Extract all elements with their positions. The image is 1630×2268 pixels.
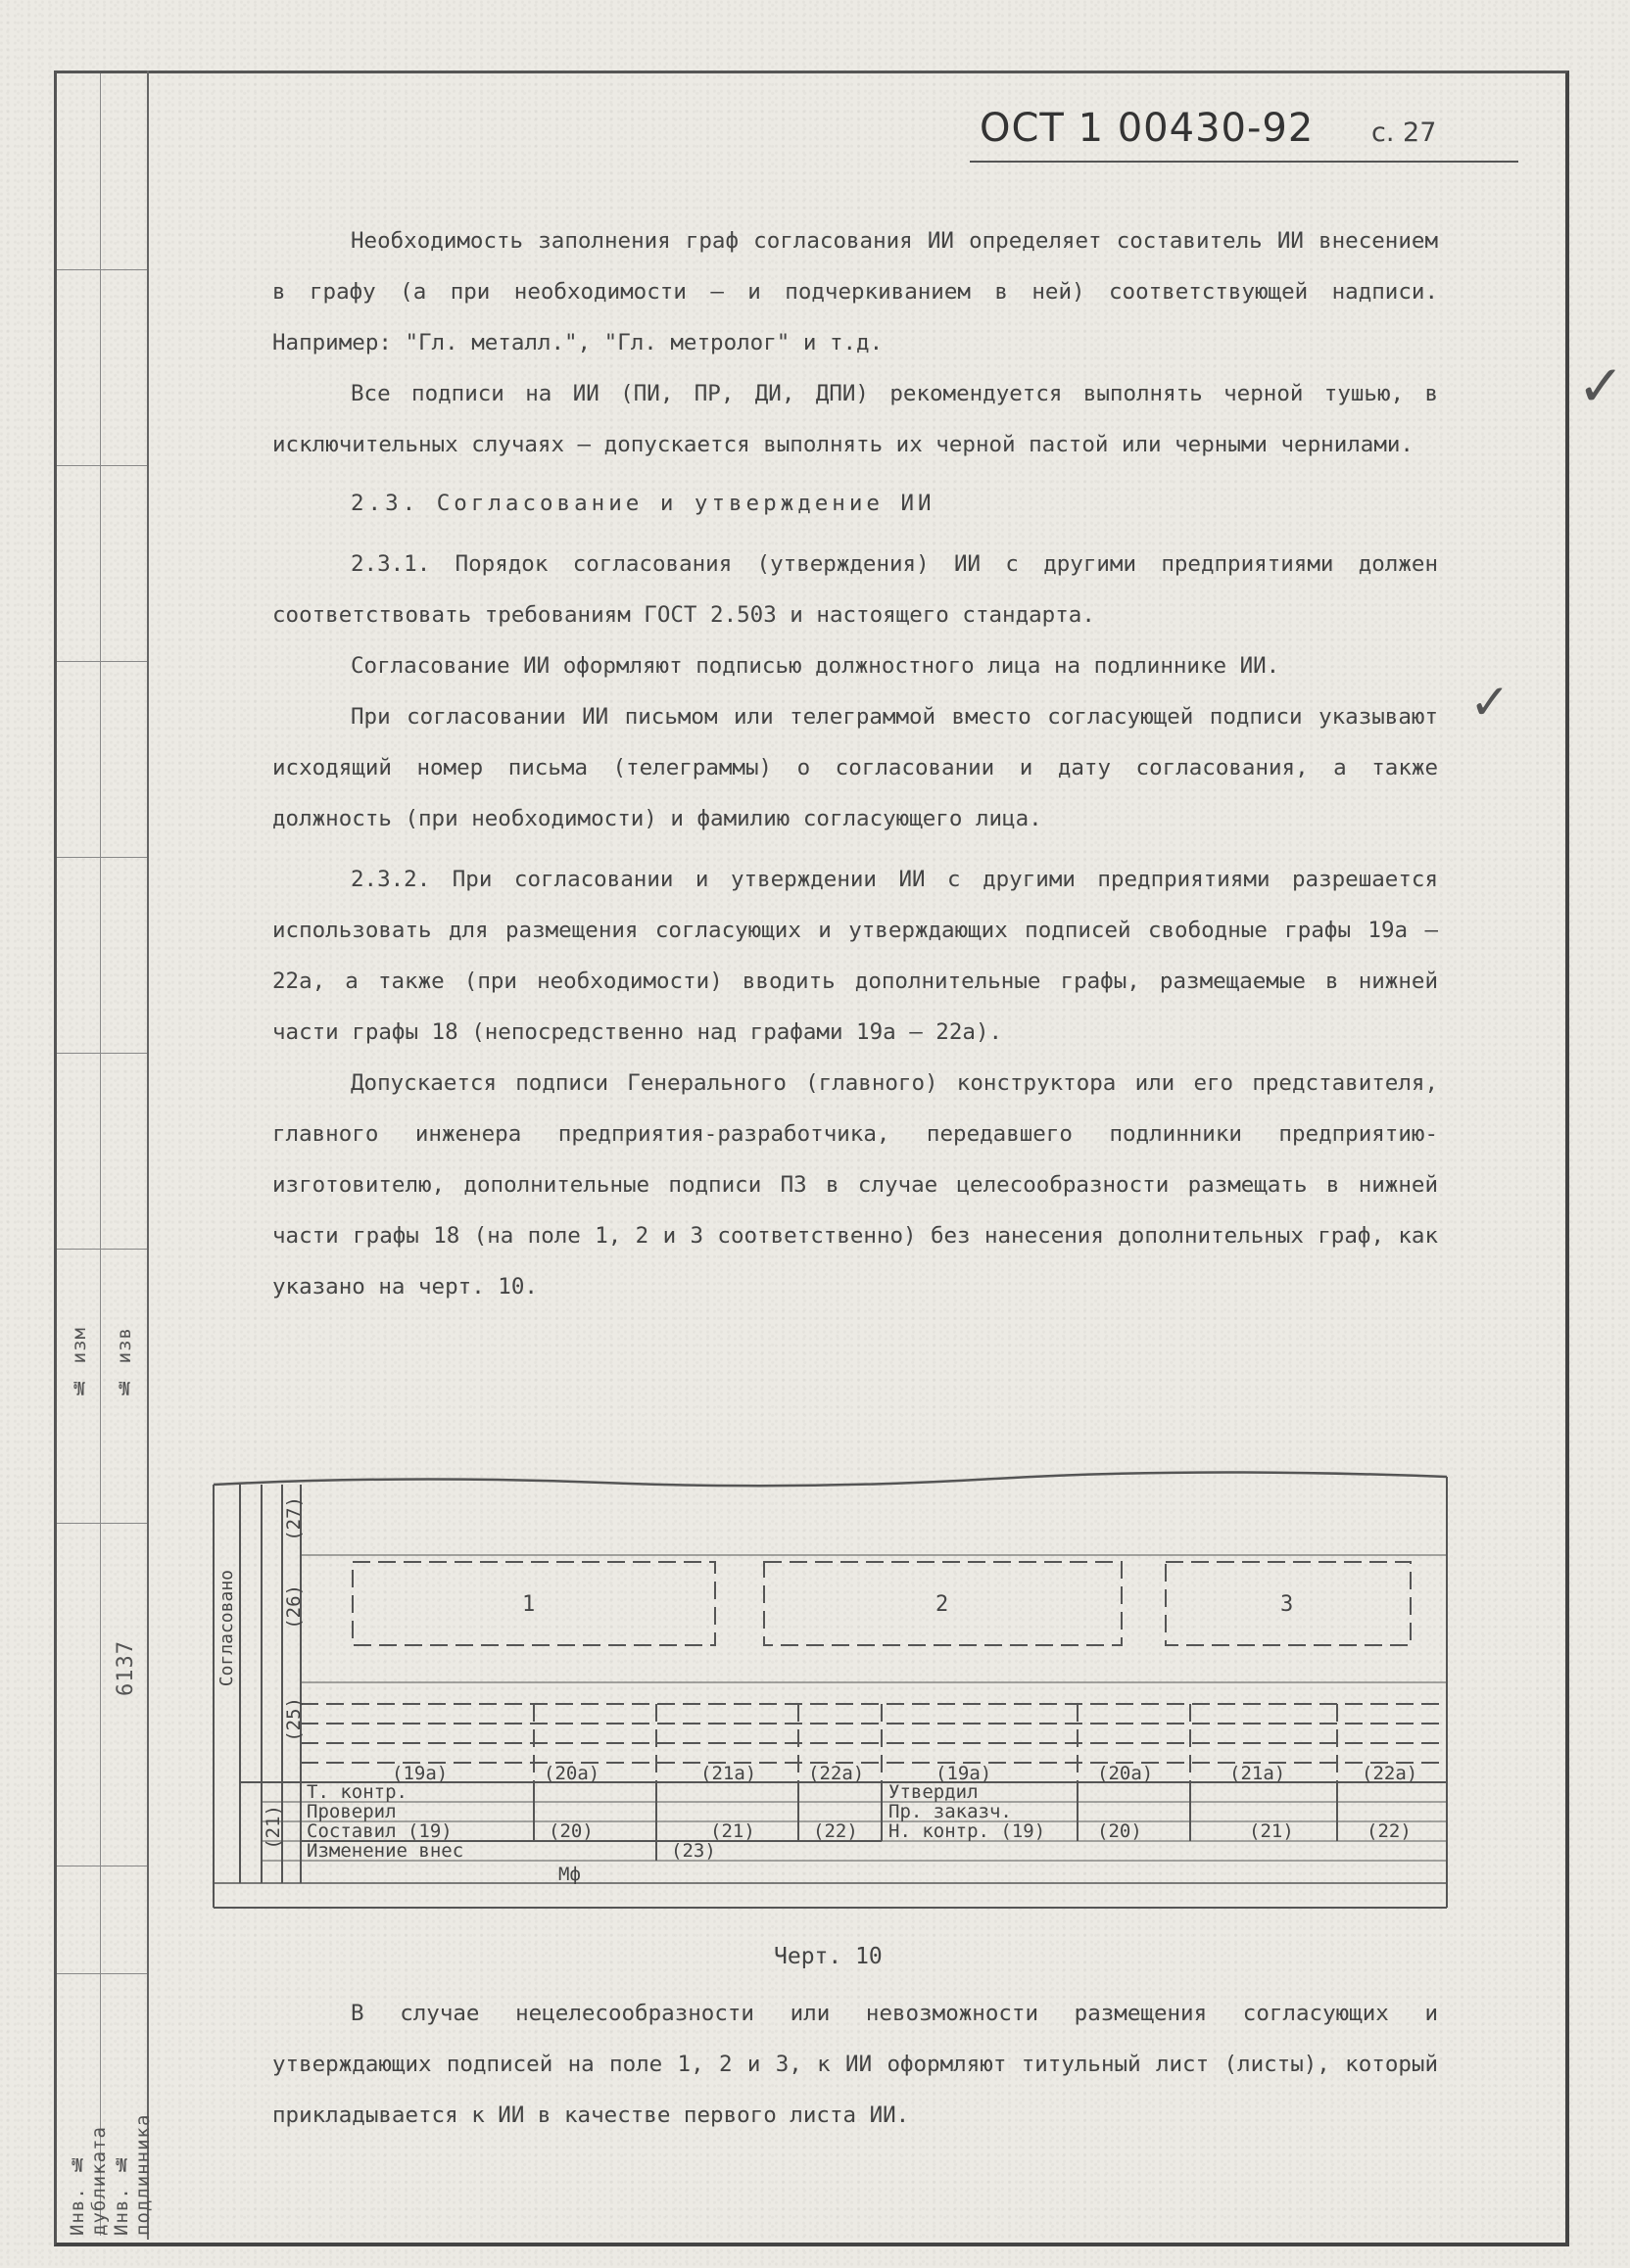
column-header: (21а) <box>700 1763 757 1784</box>
column-label-20: (20) <box>549 1820 594 1842</box>
row-label-customer-rep: Пр. заказч. <box>888 1801 1012 1822</box>
strip-row <box>57 269 147 270</box>
strip-row <box>57 857 147 858</box>
paragraph: 2.3.1. Порядок согласования (утверждения) ИИ с другими предприятиями должен соответствовать требованиям ГОСТ 2.503 и настоящего стандарта. <box>272 551 1438 628</box>
strip-row <box>57 1249 147 1250</box>
strip-label-change-no: № изм <box>69 1327 90 1398</box>
strip-row <box>57 1523 147 1524</box>
paragraph: Необходимость заполнения граф согласования ИИ определяет составитель ИИ внесением в графу (а при необходимости – и подчеркиванием в ней) соответствующей надписи. Например: "Гл. металл.", "Гл. метролог" и т.д. <box>272 228 1438 355</box>
column-label-22: (22) <box>1366 1820 1412 1842</box>
paragraph: При согласовании ИИ письмом или телеграммой вместо согласующей подписи указывают исходящий номер письма (телеграммы) о согласовании и дату согласования, а также должность (при необходимости) и фамилию согласующего лица. <box>272 704 1438 831</box>
paragraph: Все подписи на ИИ (ПИ, ПР, ДИ, ДПИ) рекомендуется выполнять черной тушью, в исключительных случаях – допускается выполнять их черной пастой или черными чернилами. <box>272 381 1438 457</box>
left-stamp-strip <box>57 73 154 2236</box>
page-header <box>980 106 1528 155</box>
agreed-column-label: Согласовано <box>216 1570 237 1687</box>
microfilm-mark: Мф <box>558 1864 581 1885</box>
row-label-norm-control: Н. контр. (19) <box>888 1820 1046 1842</box>
column-header: (19а) <box>935 1763 992 1784</box>
strip-row <box>57 1973 147 1974</box>
figure-caption: Черт. 10 <box>774 1944 883 1969</box>
strip-row <box>57 465 147 466</box>
margin-line <box>147 71 149 2240</box>
column-header: (19а) <box>392 1763 449 1784</box>
field-3-label: 3 <box>1280 1592 1294 1617</box>
header-underline <box>970 161 1518 163</box>
paragraph: 2.3.2. При согласовании и утверждении ИИ с другими предприятиями разрешается использовать для размещения согласующих и утверждающих подписей свободные графы 19а – 22а, а также (при необходимости) вводить дополнительные графы, размещаемые в нижней части графы 18 (непосредственно над графами 19а – 22а). <box>272 867 1438 1045</box>
column-header: (22а) <box>808 1763 865 1784</box>
standard-code: ОСТ 1 00430-92 <box>980 106 1315 151</box>
column-label-21: (21) <box>263 1805 284 1850</box>
paragraph: В случае нецелесообразности или невозможности размещения согласующих и утверждающих подписей на поле 1, 2 и 3, к ИИ оформляют титульный лист (листы), который прикладывается к ИИ в качестве первого листа ИИ. <box>272 2001 1438 2128</box>
strip-inventory-number: 6137 <box>114 1640 138 1696</box>
strip-row <box>57 1053 147 1054</box>
column-label-27: (27) <box>283 1496 305 1541</box>
strip-row <box>57 661 147 662</box>
row-label-tech-control: Т. контр. <box>307 1781 408 1803</box>
paragraph: Допускается подписи Генерального (главного) конструктора или его представителя, главного инженера предприятия-разработчика, передавшего подлинники предприятию-изготовителю, дополнительные подписи ПЗ в случае целесообразности размещать в нижней части графы 18 (на поле 1, 2 и 3 соответственно) без нанесения дополнительных граф, как указано на черт. 10. <box>272 1070 1438 1299</box>
column-header: (21а) <box>1229 1763 1286 1784</box>
strip-label-original: Инв. № подлинника <box>111 2113 154 2236</box>
check-mark-icon: ✓ <box>1469 674 1510 731</box>
column-label-20: (20) <box>1097 1820 1142 1842</box>
column-label-26: (26) <box>283 1584 305 1630</box>
strip-label-duplicate: Инв. № дубликата <box>67 2126 110 2236</box>
row-label-change-made: Изменение внес <box>307 1840 464 1862</box>
paragraph: Согласование ИИ оформляют подписью должностного лица на подлиннике ИИ. <box>351 653 1280 679</box>
column-header: (20а) <box>544 1763 600 1784</box>
strip-column-divider <box>100 73 101 2236</box>
closing-text <box>272 1988 1438 2141</box>
page-number: с. 27 <box>1371 118 1437 148</box>
column-label-22: (22) <box>813 1820 858 1842</box>
figure-title-block <box>211 1467 1450 1925</box>
column-label-25: (25) <box>283 1697 305 1742</box>
column-label-23: (23) <box>671 1840 716 1862</box>
body-text <box>272 215 1438 1312</box>
column-header: (20а) <box>1097 1763 1154 1784</box>
field-2-label: 2 <box>935 1592 949 1617</box>
column-label-21: (21) <box>710 1820 755 1842</box>
check-mark-icon: ✓ <box>1577 353 1625 419</box>
section-heading: 2.3. Согласование и утверждение ИИ <box>351 491 935 516</box>
row-label-checked: Проверил <box>307 1801 397 1822</box>
field-1-label: 1 <box>522 1592 536 1617</box>
row-label-compiled: Составил (19) <box>307 1820 453 1842</box>
column-header: (22а) <box>1362 1763 1418 1784</box>
strip-label-notice-no: № изв <box>114 1327 135 1398</box>
row-label-approved: Утвердил <box>888 1781 979 1803</box>
column-label-21: (21) <box>1249 1820 1294 1842</box>
